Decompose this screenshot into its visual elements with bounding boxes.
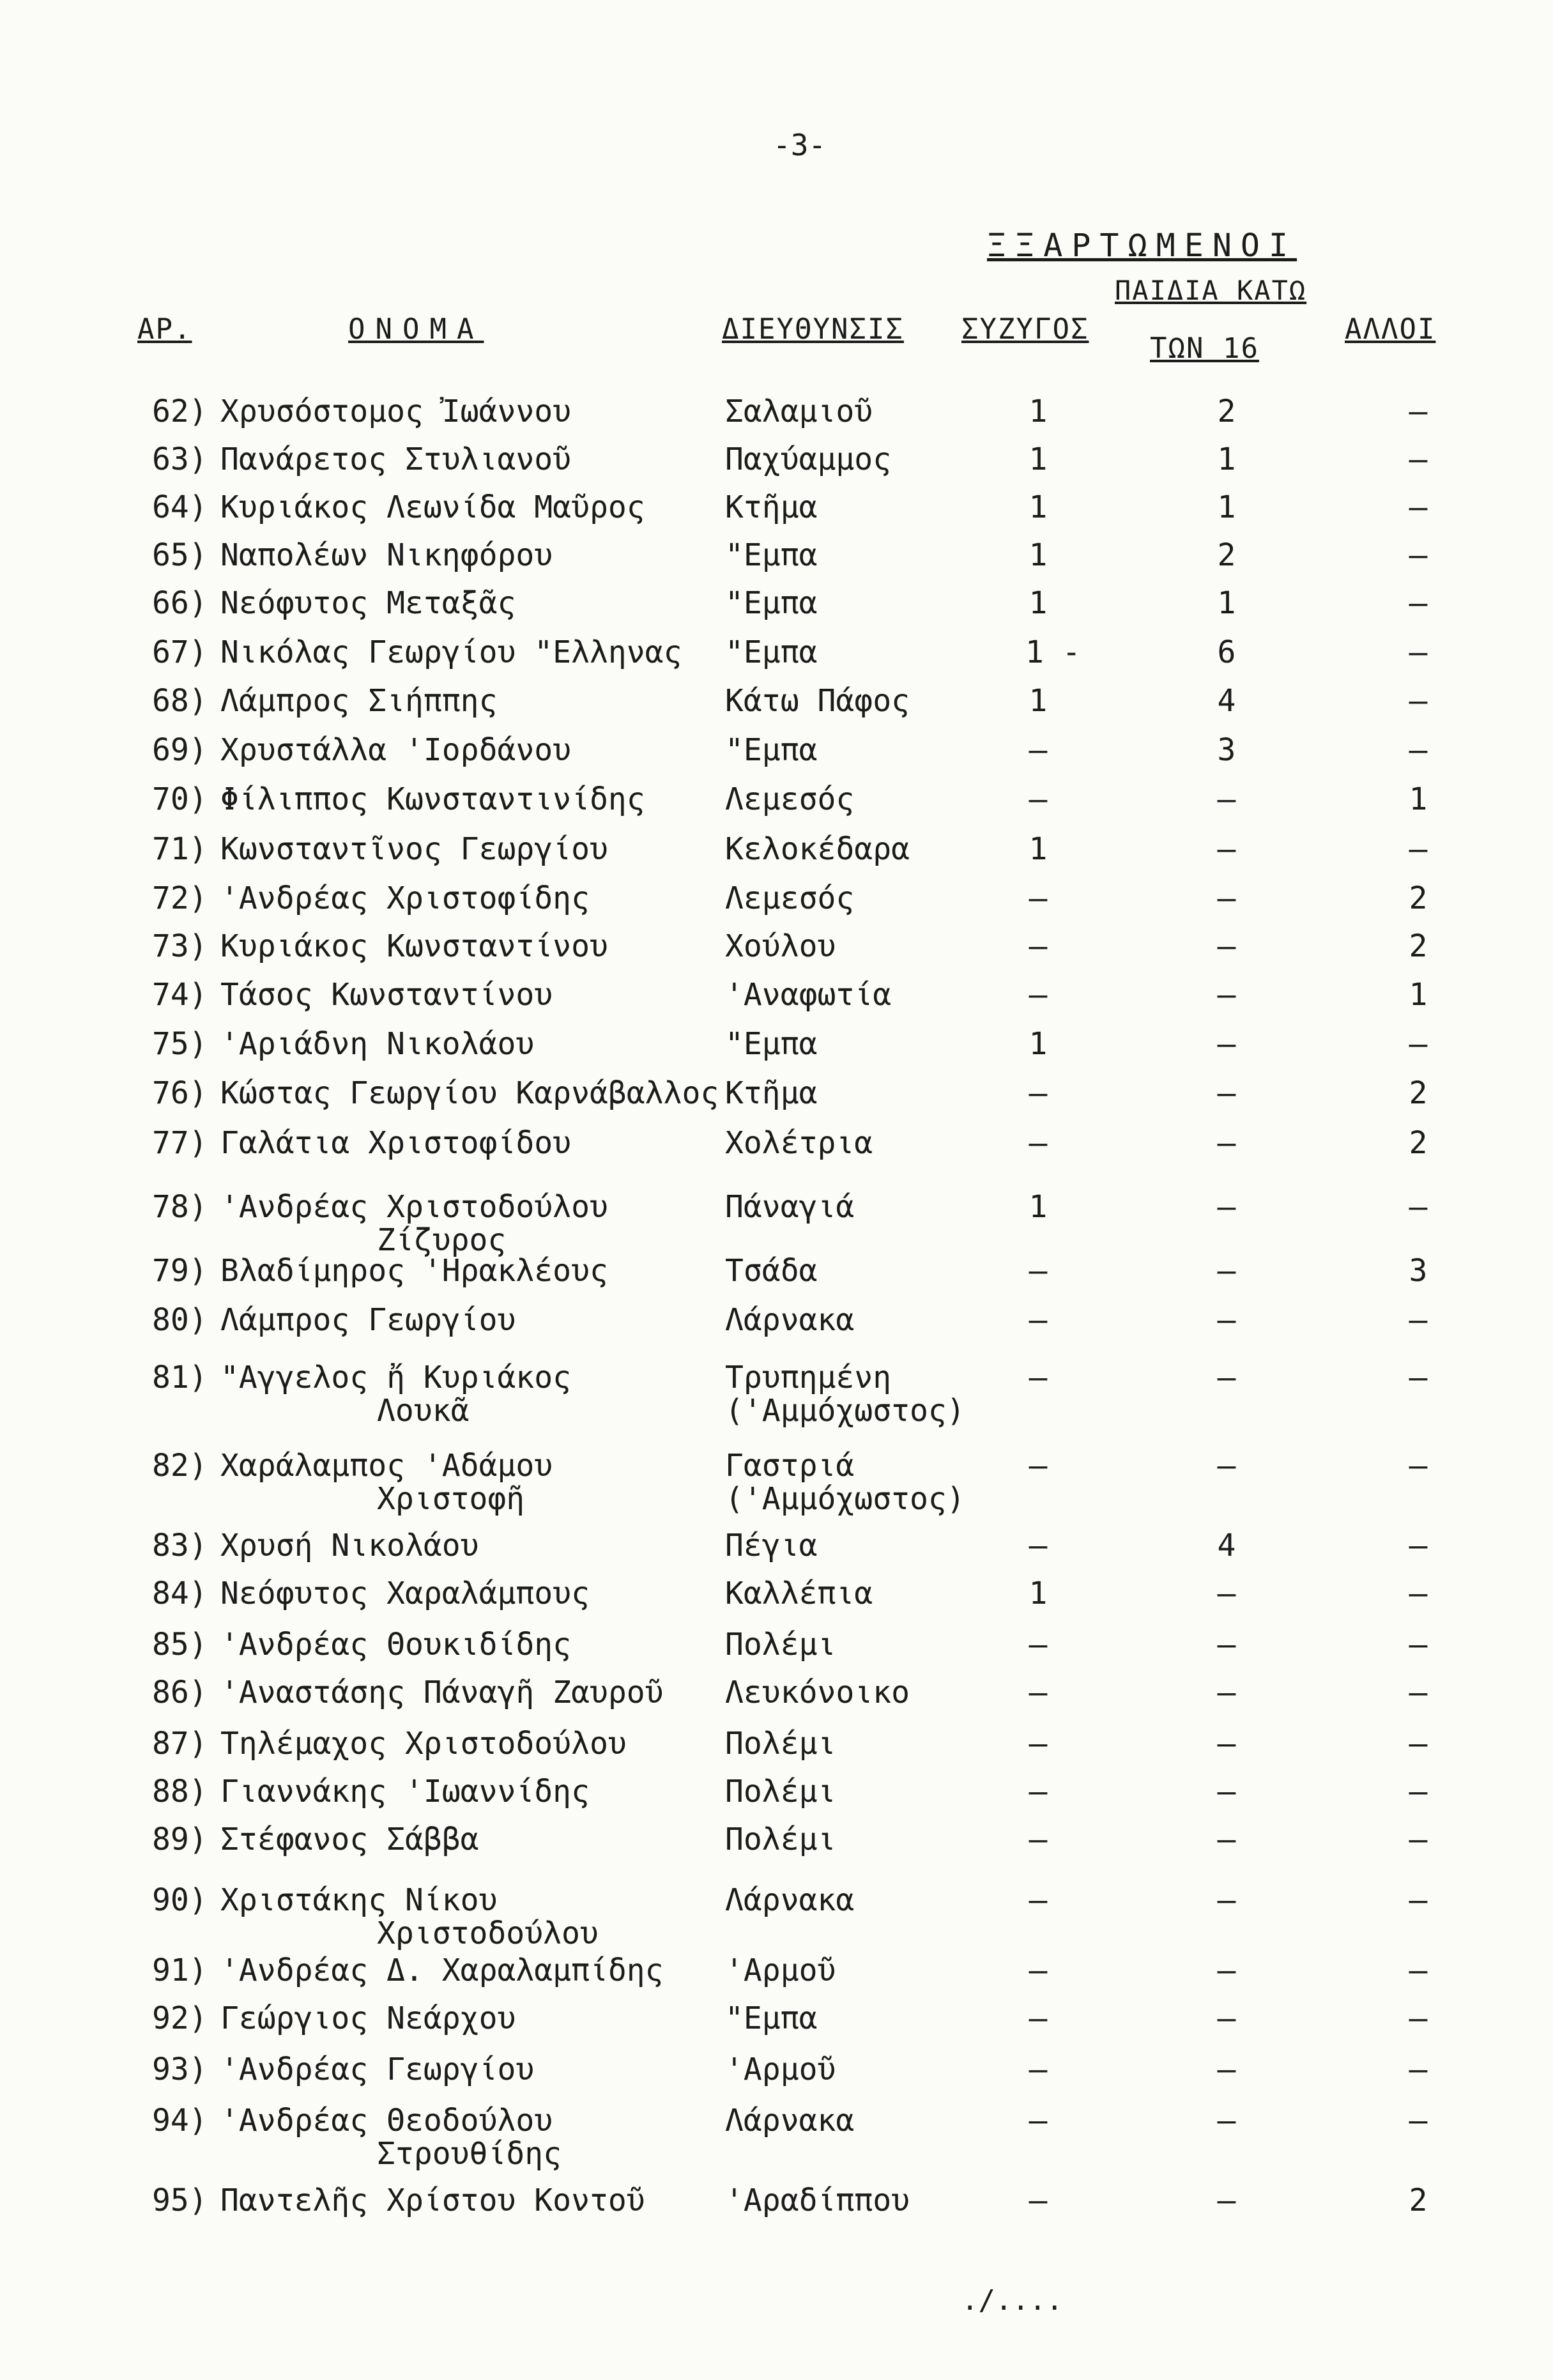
entry-others: –: [1409, 634, 1428, 670]
entry-address: Χολέτρια: [725, 1125, 873, 1161]
entry-address: Πολέμι: [725, 1726, 836, 1762]
table-row: [0, 537, 1553, 581]
entry-spouse: –: [1029, 1302, 1048, 1338]
entry-spouse: –: [1029, 1360, 1048, 1395]
continuation-mark: ./....: [961, 2284, 1063, 2317]
entry-others: –: [1409, 441, 1428, 477]
entry-number: 93): [152, 2052, 208, 2087]
entry-name: Γιαννάκης 'Ιωαννίδης: [220, 1774, 590, 1809]
entry-children: –: [1217, 1675, 1236, 1710]
entry-children: –: [1217, 1253, 1236, 1289]
entry-number: 87): [152, 1726, 208, 1762]
entry-name-continued: Χριστοφῆ: [377, 1481, 525, 1517]
column-header-others: ΑΛΛΟΙ: [1345, 313, 1436, 346]
entry-number: 62): [152, 394, 208, 429]
entry-name: Φίλιππος Κωνσταντινίδης: [220, 781, 645, 817]
table-row: [0, 1821, 1553, 1866]
table-row: [0, 393, 1553, 438]
entry-name: 'Αριάδνη Νικολάου: [220, 1026, 535, 1062]
entry-spouse: 1: [1029, 1189, 1048, 1225]
entry-address: Λευκόνοικο: [725, 1675, 910, 1710]
entry-children: 4: [1217, 1528, 1236, 1563]
entry-spouse: –: [1029, 1675, 1048, 1710]
table-row: [0, 634, 1553, 679]
entry-number: 77): [152, 1125, 208, 1161]
entry-number: 65): [152, 537, 208, 573]
entry-number: 80): [152, 1302, 208, 1338]
entry-others: –: [1409, 537, 1428, 573]
entry-name: 'Ανδρέας Γεωργίου: [220, 2052, 535, 2087]
entry-address: 'Αρμοῦ: [725, 1953, 836, 1988]
entry-children: –: [1217, 2183, 1236, 2218]
entry-name: Χριστάκης Νίκου: [220, 1882, 498, 1918]
entry-address: Σαλαμιοῦ: [725, 394, 873, 429]
table-row: [0, 489, 1553, 534]
column-header-no: ΑΡ.: [137, 313, 192, 346]
entry-number: 76): [152, 1075, 208, 1111]
entry-number: 86): [152, 1675, 208, 1710]
entry-spouse: –: [1029, 1726, 1048, 1762]
entry-number: 92): [152, 2000, 208, 2036]
entry-number: 63): [152, 441, 208, 477]
entry-name: Πανάρετος Στυλιανοῦ: [220, 441, 572, 477]
entry-name: Λάμπρος Γεωργίου: [220, 1302, 516, 1338]
table-row: [0, 732, 1553, 776]
entry-children: –: [1217, 977, 1236, 1013]
entry-address: 'Αραδίππου: [725, 2183, 910, 2218]
entry-spouse: 1: [1029, 537, 1048, 573]
entry-address: 'Αναφωτία: [725, 977, 892, 1013]
entry-number: 67): [152, 634, 208, 670]
entry-children: 2: [1217, 537, 1236, 573]
entry-name: 'Ανδρέας Θεοδούλου: [220, 2103, 553, 2138]
entry-others: –: [1409, 1189, 1428, 1225]
entry-others: –: [1409, 489, 1428, 525]
entry-others: 2: [1409, 928, 1428, 964]
entry-number: 91): [152, 1953, 208, 1988]
table-row: [0, 1674, 1553, 1719]
table-row: [0, 2000, 1553, 2045]
table-row: [0, 880, 1553, 925]
entry-children: –: [1217, 1882, 1236, 1918]
entry-address: Κάτω Πάφος: [725, 683, 910, 719]
entry-children: –: [1217, 781, 1236, 817]
table-row: [0, 1882, 1553, 1952]
table-row: [0, 1188, 1553, 1259]
entry-address: Πολέμι: [725, 1822, 836, 1857]
table-row: [0, 682, 1553, 727]
entry-spouse: –: [1029, 1125, 1048, 1161]
entry-name-continued: Λουκᾶ: [377, 1393, 470, 1429]
entry-name: Χρυσόστομος Ἰωάννου: [220, 394, 572, 429]
entry-spouse: –: [1029, 2052, 1048, 2087]
entry-others: –: [1409, 1576, 1428, 1611]
entry-spouse: 1: [1029, 1576, 1048, 1611]
entry-children: –: [1217, 2103, 1236, 2138]
table-row: [0, 2102, 1553, 2172]
entry-spouse: 1: [1029, 831, 1048, 867]
entry-name-continued: Ζίζυρος: [377, 1222, 507, 1258]
entry-name: Κυριάκος Κωνσταντίνου: [220, 928, 608, 964]
entry-spouse: –: [1029, 1528, 1048, 1563]
table-row: [0, 1575, 1553, 1620]
entry-others: –: [1409, 1675, 1428, 1710]
column-header-spouse: ΣΥΖΥΓΟΣ: [961, 313, 1089, 346]
dependents-group-header: ΞΞΑΡΤΩΜΕΝΟΙ: [987, 227, 1297, 264]
entry-name: Γαλάτια Χριστοφίδου: [220, 1125, 572, 1161]
entry-number: 85): [152, 1627, 208, 1662]
entry-name: Χαράλαμπος 'Αδάμου: [220, 1448, 553, 1484]
entry-spouse: –: [1029, 1448, 1048, 1484]
entry-spouse: –: [1029, 1627, 1048, 1662]
entry-name: Κυριάκος Λεωνίδα Μαῦρος: [220, 489, 645, 525]
entry-name: Στέφανος Σάββα: [220, 1822, 479, 1857]
entry-number: 74): [152, 977, 208, 1013]
entry-others: –: [1409, 2052, 1428, 2087]
entry-spouse: –: [1029, 1075, 1048, 1111]
entry-spouse: 1: [1029, 683, 1048, 719]
entry-name: Νικόλας Γεωργίου "Ελληνας: [220, 634, 682, 670]
entry-address: "Εμπα: [725, 2000, 818, 2036]
entry-children: –: [1217, 1448, 1236, 1484]
entry-address: 'Αρμοῦ: [725, 2052, 836, 2087]
table-row: [0, 1359, 1553, 1429]
entry-others: –: [1409, 1822, 1428, 1857]
table-row: [0, 1252, 1553, 1297]
entry-children: –: [1217, 1075, 1236, 1111]
entry-others: 2: [1409, 1075, 1428, 1111]
entry-children: –: [1217, 2052, 1236, 2087]
entry-name: 'Ανδρέας Δ. Χαραλαμπίδης: [220, 1953, 664, 1988]
entry-spouse: 1: [1029, 489, 1048, 525]
entry-others: –: [1409, 1528, 1428, 1563]
entry-address: Γαστριά: [725, 1448, 855, 1484]
entry-number: 66): [152, 585, 208, 621]
table-row: [0, 1952, 1553, 1997]
entry-others: –: [1409, 1627, 1428, 1662]
entry-others: 2: [1409, 1125, 1428, 1161]
entry-address: Πολέμι: [725, 1774, 836, 1809]
entry-address: Λεμεσός: [725, 880, 855, 916]
entry-others: –: [1409, 1882, 1428, 1918]
entry-spouse: –: [1029, 977, 1048, 1013]
entry-children: 1: [1217, 585, 1236, 621]
entry-number: 88): [152, 1774, 208, 1809]
entry-children: –: [1217, 1822, 1236, 1857]
entry-address: Κτῆμα: [725, 489, 818, 525]
children-header-line1: ΠΑΙΔΙΑ ΚΑΤΩ: [1115, 275, 1307, 306]
entry-others: –: [1409, 1953, 1428, 1988]
column-header-name: ΟΝΟΜΑ: [348, 313, 484, 346]
entry-others: 2: [1409, 880, 1428, 916]
entry-others: –: [1409, 394, 1428, 429]
entry-address: Χούλου: [725, 928, 836, 964]
entry-number: 73): [152, 928, 208, 964]
entry-address: Πέγια: [725, 1528, 818, 1563]
entry-number: 79): [152, 1253, 208, 1289]
entry-children: –: [1217, 1302, 1236, 1338]
entry-children: 1: [1217, 489, 1236, 525]
entry-children: –: [1217, 831, 1236, 867]
entry-spouse: –: [1029, 1822, 1048, 1857]
table-row: [0, 976, 1553, 1021]
table-row: [0, 2182, 1553, 2227]
children-header-line2: ΤΩΝ 16: [1150, 332, 1259, 365]
entry-name-continued: Στρουθίδης: [377, 2136, 562, 2172]
entry-spouse: 1: [1029, 441, 1048, 477]
entry-name: Βλαδίμηρος 'Ηρακλέους: [220, 1253, 608, 1289]
entry-children: 4: [1217, 683, 1236, 719]
table-row: [0, 928, 1553, 972]
entry-number: 71): [152, 831, 208, 867]
table-row: [0, 2051, 1553, 2096]
entry-name: Ναπολέων Νικηφόρου: [220, 537, 553, 573]
table-row: [0, 831, 1553, 875]
entry-number: 75): [152, 1026, 208, 1062]
entry-name: Τηλέμαχος Χριστοδούλου: [220, 1726, 627, 1762]
table-row: [0, 1075, 1553, 1119]
entry-others: –: [1409, 1360, 1428, 1395]
entry-children: –: [1217, 1627, 1236, 1662]
entry-children: –: [1217, 1026, 1236, 1062]
entry-address: Καλλέπια: [725, 1576, 873, 1611]
entry-spouse: 1 -: [1025, 634, 1081, 670]
entry-others: –: [1409, 1448, 1428, 1484]
entry-number: 94): [152, 2103, 208, 2138]
entry-children: 3: [1217, 732, 1236, 768]
entry-number: 69): [152, 732, 208, 768]
entry-name-continued: Χριστοδούλου: [377, 1916, 599, 1951]
entry-address: Τρυπημένη: [725, 1360, 892, 1395]
table-row: [0, 1025, 1553, 1070]
entry-number: 95): [152, 2183, 208, 2218]
entry-children: –: [1217, 1726, 1236, 1762]
entry-number: 89): [152, 1822, 208, 1857]
entry-number: 64): [152, 489, 208, 525]
entry-others: –: [1409, 2000, 1428, 2036]
entry-name: 'Αναστάσης Πάναγῆ Ζαυροῦ: [220, 1675, 664, 1710]
entry-others: –: [1409, 683, 1428, 719]
page-number: -3-: [773, 128, 827, 162]
entry-children: 6: [1217, 634, 1236, 670]
entry-spouse: –: [1029, 781, 1048, 817]
entry-name: 'Ανδρέας Χριστοδούλου: [220, 1189, 608, 1225]
entry-children: –: [1217, 928, 1236, 964]
entry-number: 72): [152, 880, 208, 916]
entry-others: –: [1409, 831, 1428, 867]
entry-name: Νεόφυτος Μεταξᾶς: [220, 585, 516, 621]
entry-address-continued: ('Αμμόχωστος): [725, 1393, 965, 1429]
entry-name: Παντελῆς Χρίστου Κοντοῦ: [220, 2183, 645, 2218]
entry-spouse: –: [1029, 1953, 1048, 1988]
entry-others: –: [1409, 1302, 1428, 1338]
entry-address: Κτῆμα: [725, 1075, 818, 1111]
entry-address: Λάρνακα: [725, 1302, 855, 1338]
entry-number: 81): [152, 1360, 208, 1395]
entry-address: Λάρνακα: [725, 1882, 855, 1918]
entry-spouse: –: [1029, 928, 1048, 964]
entry-number: 84): [152, 1576, 208, 1611]
entry-address: "Εμπα: [725, 1026, 818, 1062]
entry-children: –: [1217, 880, 1236, 916]
entry-others: –: [1409, 585, 1428, 621]
entry-spouse: 1: [1029, 394, 1048, 429]
table-row: [0, 1125, 1553, 1169]
entry-name: 'Ανδρέας Χριστοφίδης: [220, 880, 590, 916]
table-row: [0, 1773, 1553, 1818]
entry-address: Πάναγιά: [725, 1189, 855, 1225]
entry-name: "Αγγελος ἤ Κυριάκος: [220, 1360, 572, 1395]
entry-address: "Εμπα: [725, 537, 818, 573]
table-row: [0, 1301, 1553, 1346]
column-header-address: ΔΙΕΥΘΥΝΣΙΣ: [722, 313, 904, 346]
entry-spouse: –: [1029, 1253, 1048, 1289]
entry-others: –: [1409, 1026, 1428, 1062]
entry-name: Νεόφυτος Χαραλάμπους: [220, 1576, 590, 1611]
entry-address: Τσάδα: [725, 1253, 818, 1289]
entry-others: 2: [1409, 2183, 1428, 2218]
entry-address: "Εμπα: [725, 634, 818, 670]
entry-number: 78): [152, 1189, 208, 1225]
entry-spouse: 1: [1029, 1026, 1048, 1062]
entry-address: Λάρνακα: [725, 2103, 855, 2138]
table-row: [0, 585, 1553, 629]
entry-children: –: [1217, 1774, 1236, 1809]
entry-spouse: 1: [1029, 585, 1048, 621]
entry-children: –: [1217, 1125, 1236, 1161]
entry-spouse: –: [1029, 1774, 1048, 1809]
entry-children: –: [1217, 1953, 1236, 1988]
table-row: [0, 1725, 1553, 1770]
entry-name: Κωνσταντῖνος Γεωργίου: [220, 831, 608, 867]
entry-address: Λεμεσός: [725, 781, 855, 817]
entry-address: "Εμπα: [725, 732, 818, 768]
entry-name: Τάσος Κωνσταντίνου: [220, 977, 553, 1013]
entry-others: –: [1409, 732, 1428, 768]
entry-name: Γεώργιος Νεάρχου: [220, 2000, 516, 2036]
entry-address-continued: ('Αμμόχωστος): [725, 1481, 965, 1517]
entry-number: 82): [152, 1448, 208, 1484]
table-row: [0, 1626, 1553, 1671]
entry-name: Χρυστάλλα 'Ιορδάνου: [220, 732, 572, 768]
entry-number: 83): [152, 1528, 208, 1563]
entry-children: –: [1217, 2000, 1236, 2036]
entry-children: –: [1217, 1189, 1236, 1225]
table-row: [0, 1527, 1553, 1572]
entry-others: 1: [1409, 781, 1428, 817]
entry-name: Λάμπρος Σιήππης: [220, 683, 498, 719]
entry-children: –: [1217, 1576, 1236, 1611]
table-row: [0, 441, 1553, 486]
entry-children: –: [1217, 1360, 1236, 1395]
entry-spouse: –: [1029, 2103, 1048, 2138]
entry-name: Χρυσή Νικολάου: [220, 1528, 479, 1563]
entry-address: Κελοκέδαρα: [725, 831, 910, 867]
entry-others: –: [1409, 1726, 1428, 1762]
entry-address: "Εμπα: [725, 585, 818, 621]
entry-spouse: –: [1029, 2183, 1048, 2218]
entry-number: 68): [152, 683, 208, 719]
entry-others: –: [1409, 2103, 1428, 2138]
entry-number: 90): [152, 1882, 208, 1918]
entry-number: 70): [152, 781, 208, 817]
entry-others: –: [1409, 1774, 1428, 1809]
entry-others: 3: [1409, 1253, 1428, 1289]
entry-name: Κώστας Γεωργίου Καρνάβαλλος: [220, 1075, 719, 1111]
entry-address: Παχύαμμος: [725, 441, 892, 477]
table-row: [0, 1447, 1553, 1517]
entry-spouse: –: [1029, 2000, 1048, 2036]
entry-address: Πολέμι: [725, 1627, 836, 1662]
entry-children: 2: [1217, 394, 1236, 429]
entry-spouse: –: [1029, 1882, 1048, 1918]
entry-name: 'Ανδρέας Θουκιδίδης: [220, 1627, 572, 1662]
table-row: [0, 781, 1553, 825]
entry-children: 1: [1217, 441, 1236, 477]
entry-others: 1: [1409, 977, 1428, 1013]
entry-spouse: –: [1029, 732, 1048, 768]
entry-spouse: –: [1029, 880, 1048, 916]
